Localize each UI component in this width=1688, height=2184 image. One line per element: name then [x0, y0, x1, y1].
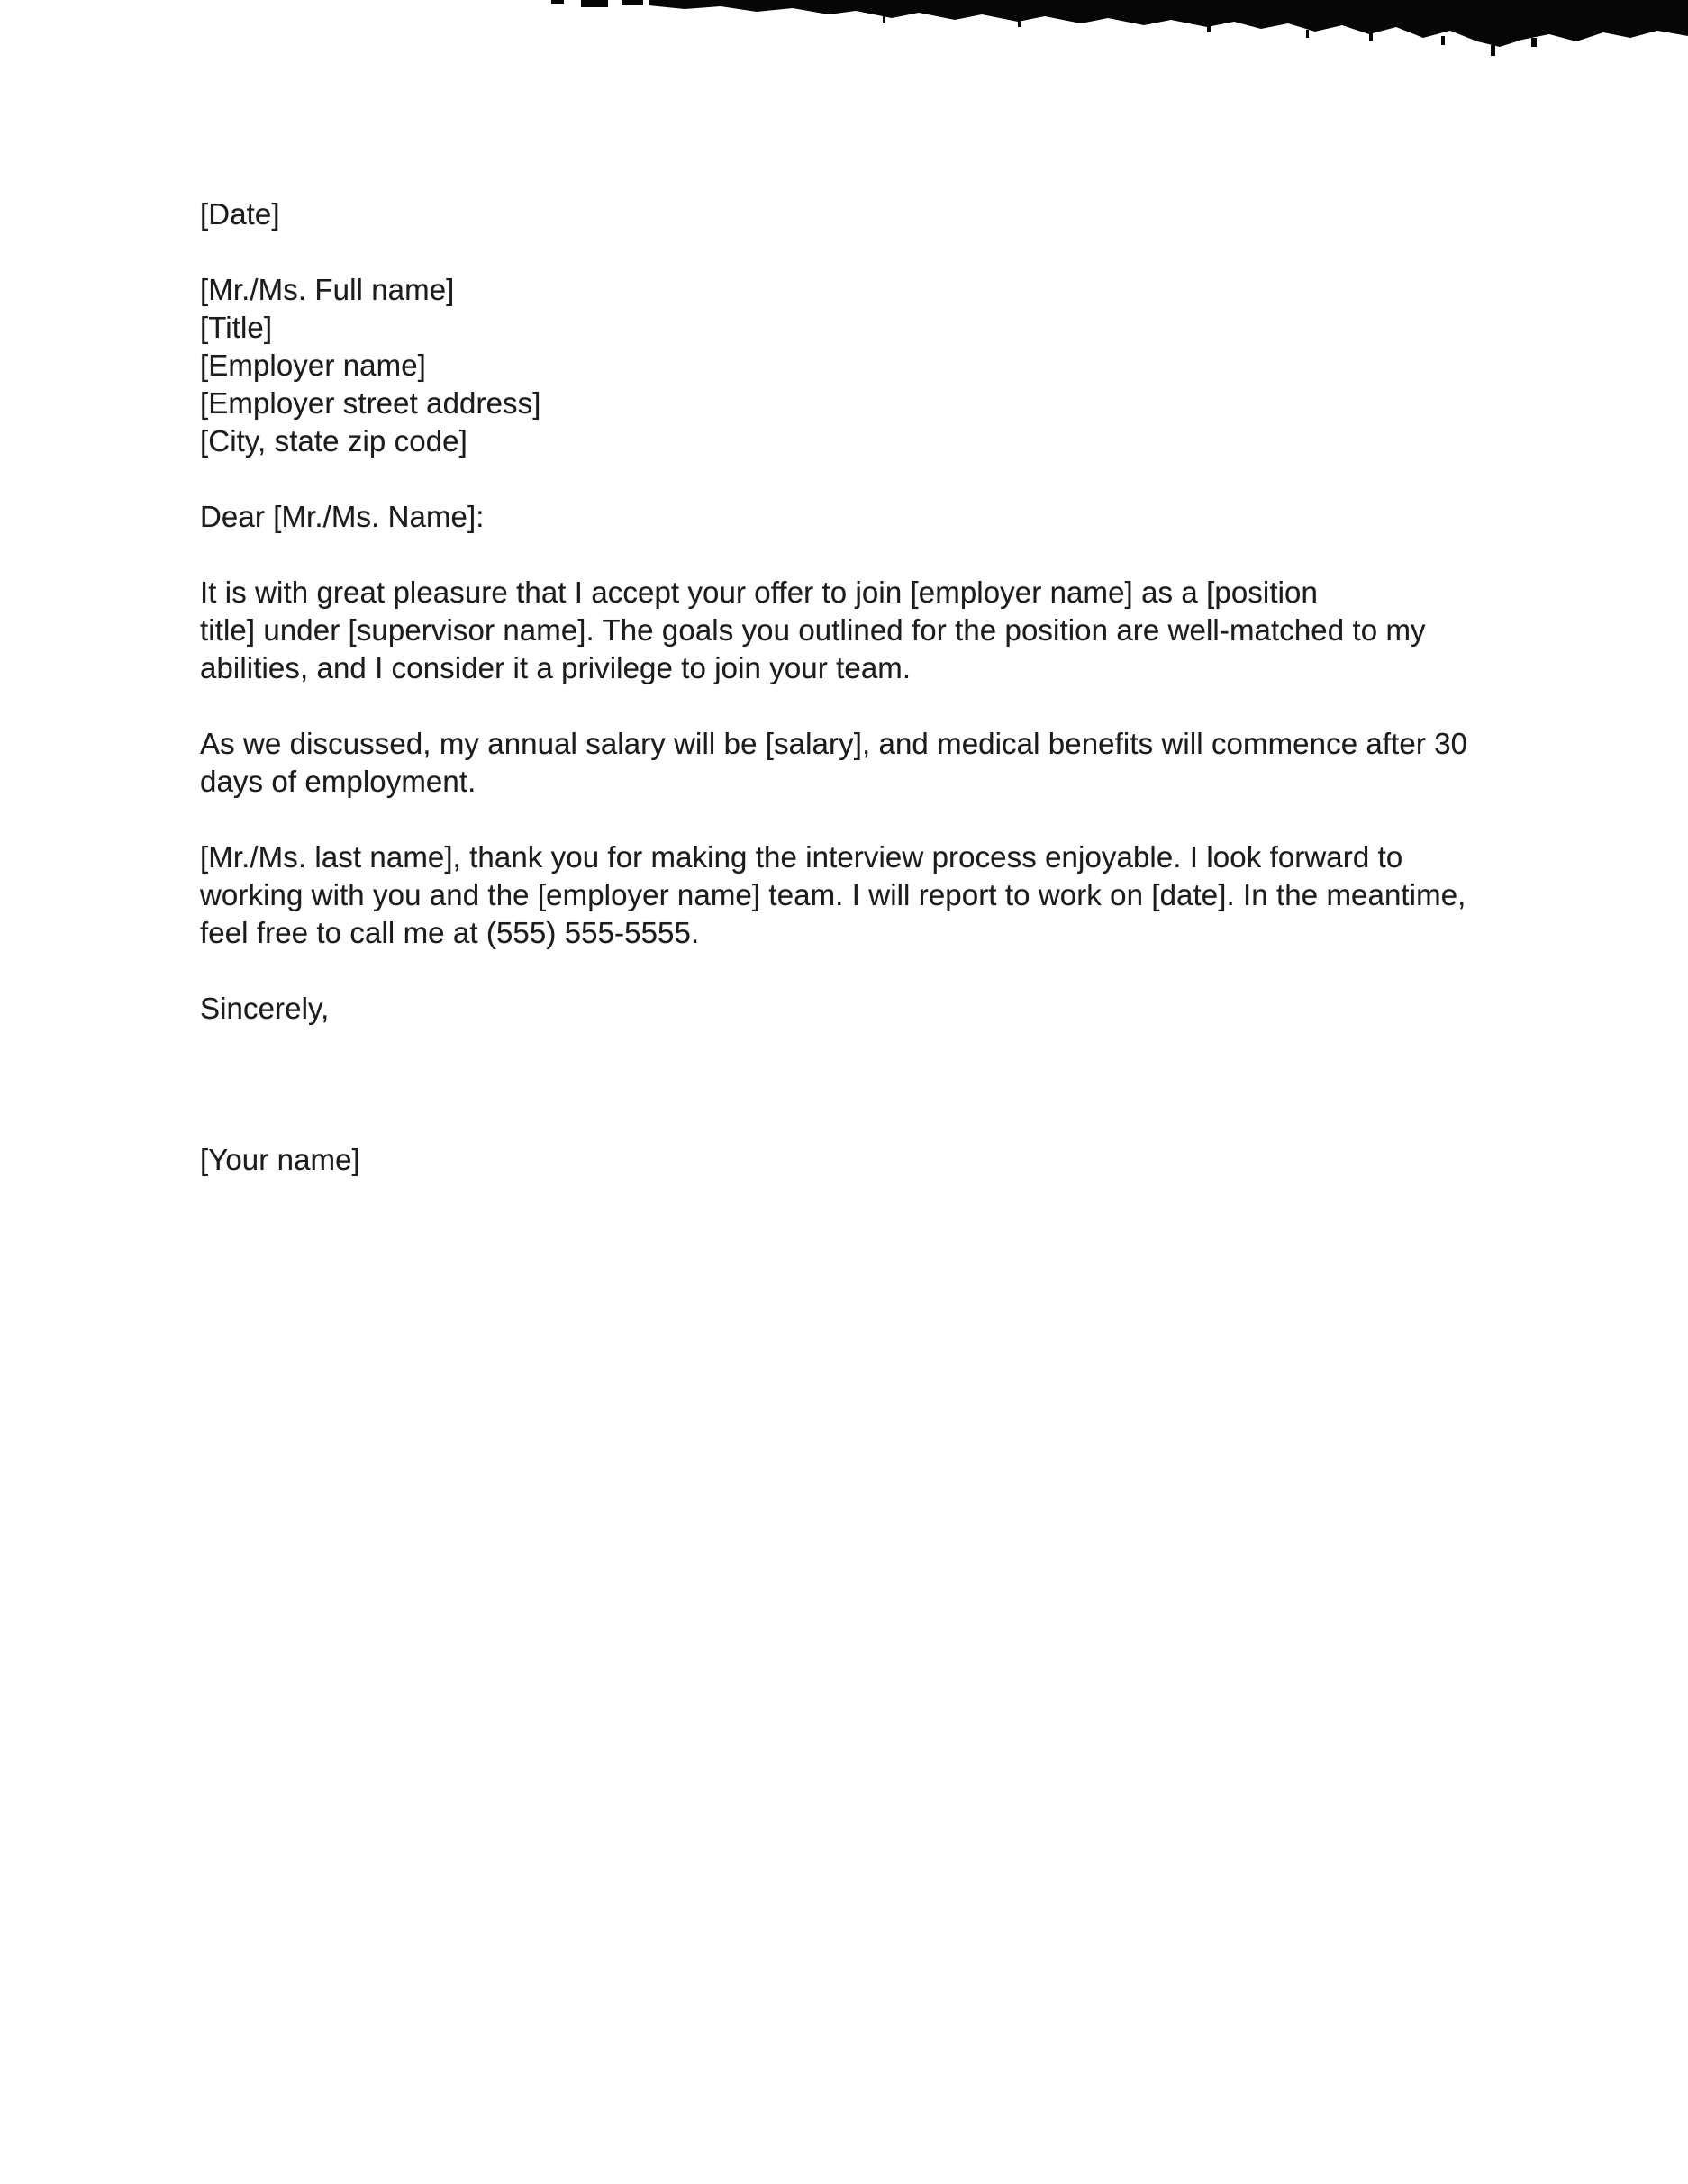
noise-streak [1306, 30, 1309, 38]
blank-line [200, 536, 1515, 574]
letter-body [200, 195, 1515, 1179]
recipient-title: [Title] [200, 311, 273, 344]
paragraph-line: days of employment. [200, 765, 476, 798]
blank-line [200, 233, 1515, 271]
noise-streak [883, 16, 885, 23]
blank-line [200, 460, 1515, 498]
salutation: Dear [Mr./Ms. Name]: [200, 500, 485, 533]
paragraph-thanks [200, 838, 1515, 952]
noise-streak [1207, 25, 1211, 32]
paragraph-line: As we discussed, my annual salary will be [salary], and medical benefits will commence after 30 [200, 727, 1468, 760]
noise-streak [1369, 32, 1373, 41]
noise-streak [1018, 20, 1021, 27]
noise-streak [1491, 45, 1495, 56]
closing-sincerely: Sincerely, [200, 992, 330, 1025]
recipient-street-address: [Employer street address] [200, 386, 541, 420]
noise-streak [1441, 36, 1445, 45]
date-placeholder: [Date] [200, 197, 280, 231]
paragraph-line: abilities, and I consider it a privilege to join your team. [200, 651, 912, 684]
paragraph-line: title] under [supervisor name]. The goals you outlined for the position are well-matched to my [200, 613, 1426, 647]
paragraph-line: feel free to call me at (555) 555-5555. [200, 916, 700, 949]
noise-speck [622, 0, 643, 5]
paragraph-salary [200, 725, 1515, 801]
recipient-city-state-zip: [City, state zip code] [200, 424, 467, 458]
noise-streak [1531, 38, 1537, 47]
noise-speck [581, 0, 608, 7]
scanner-noise-artifact [0, 0, 1688, 63]
recipient-full-name: [Mr./Ms. Full name] [200, 273, 455, 306]
signature-placeholder: [Your name] [200, 1143, 360, 1176]
paragraph-line: It is with great pleasure that I accept your offer to join [employer name] as a [position [200, 575, 1318, 609]
blank-line [200, 1028, 1515, 1065]
paragraph-line: working with you and the [employer name] team. I will report to work on [date]. In the meantime, [200, 878, 1466, 911]
recipient-employer-name: [Employer name] [200, 349, 426, 382]
paragraph-acceptance [200, 574, 1515, 687]
blank-line [200, 801, 1515, 838]
noise-speck [551, 0, 564, 4]
blank-line [200, 1103, 1515, 1141]
paragraph-line: [Mr./Ms. last name], thank you for making the interview process enjoyable. I look forward to [200, 840, 1403, 874]
blank-line [200, 687, 1515, 725]
scanner-noise-shapes [551, 0, 1688, 56]
blank-line [200, 1065, 1515, 1103]
blank-line [200, 952, 1515, 990]
